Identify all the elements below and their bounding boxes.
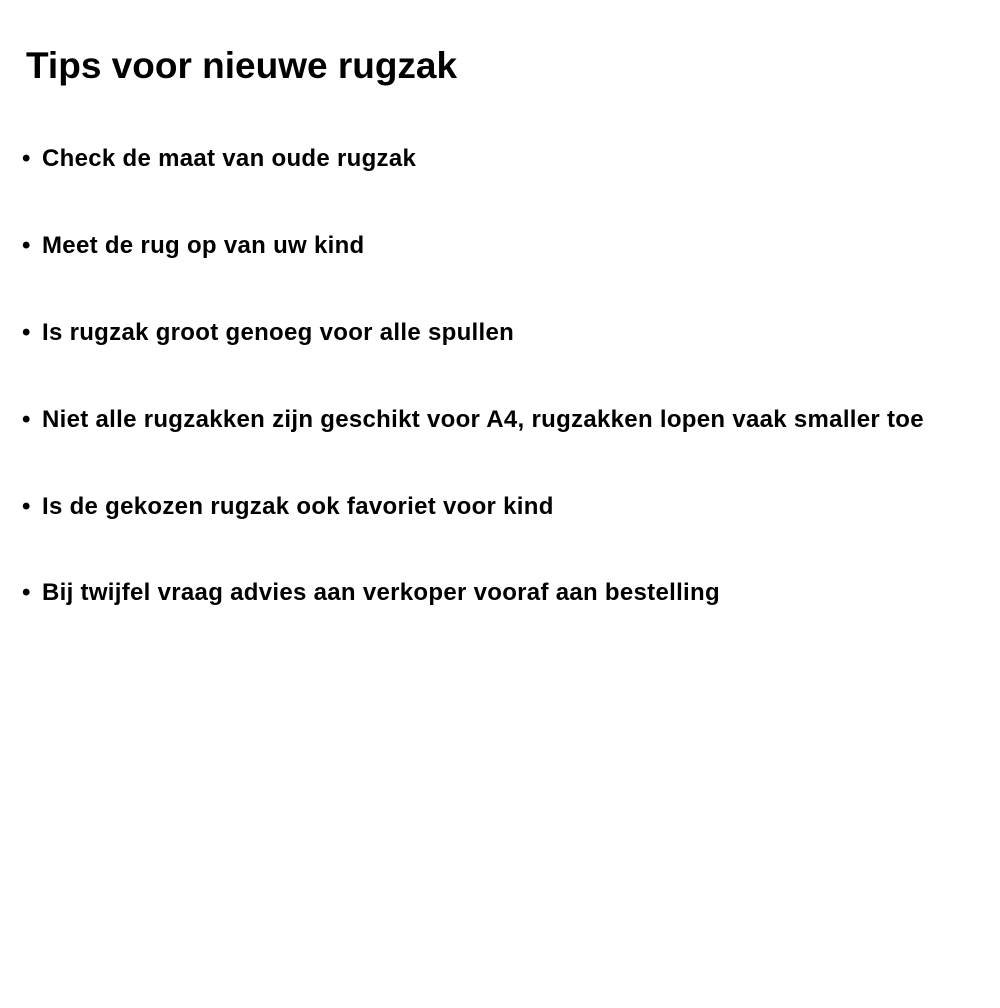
bullet-icon: •	[22, 405, 31, 433]
tip-item	[22, 579, 980, 608]
bullet-icon: •	[22, 145, 31, 173]
page-title: Tips voor nieuwe rugzak	[26, 45, 458, 86]
bullet-icon: •	[22, 232, 31, 260]
tip-item	[22, 406, 980, 435]
tip-text: Is rugzak groot genoeg voor alle spullen	[42, 318, 515, 346]
tip-item	[22, 493, 980, 522]
tip-text: Bij twijfel vraag advies aan verkoper vooraf aan bestelling	[42, 579, 720, 607]
tip-item	[22, 232, 980, 261]
bullet-icon: •	[22, 318, 31, 346]
tips-list	[22, 145, 980, 608]
tip-item	[22, 319, 980, 348]
tip-text: Meet de rug op van uw kind	[42, 232, 365, 260]
tip-text: Niet alle rugzakken zijn geschikt voor A4, rugzakken lopen vaak smaller toe	[42, 405, 924, 433]
bullet-icon: •	[22, 492, 31, 520]
tip-item	[22, 145, 980, 174]
tip-text: Is de gekozen rugzak ook favoriet voor kind	[42, 492, 554, 520]
bullet-icon: •	[22, 579, 31, 607]
tip-text: Check de maat van oude rugzak	[42, 145, 417, 173]
